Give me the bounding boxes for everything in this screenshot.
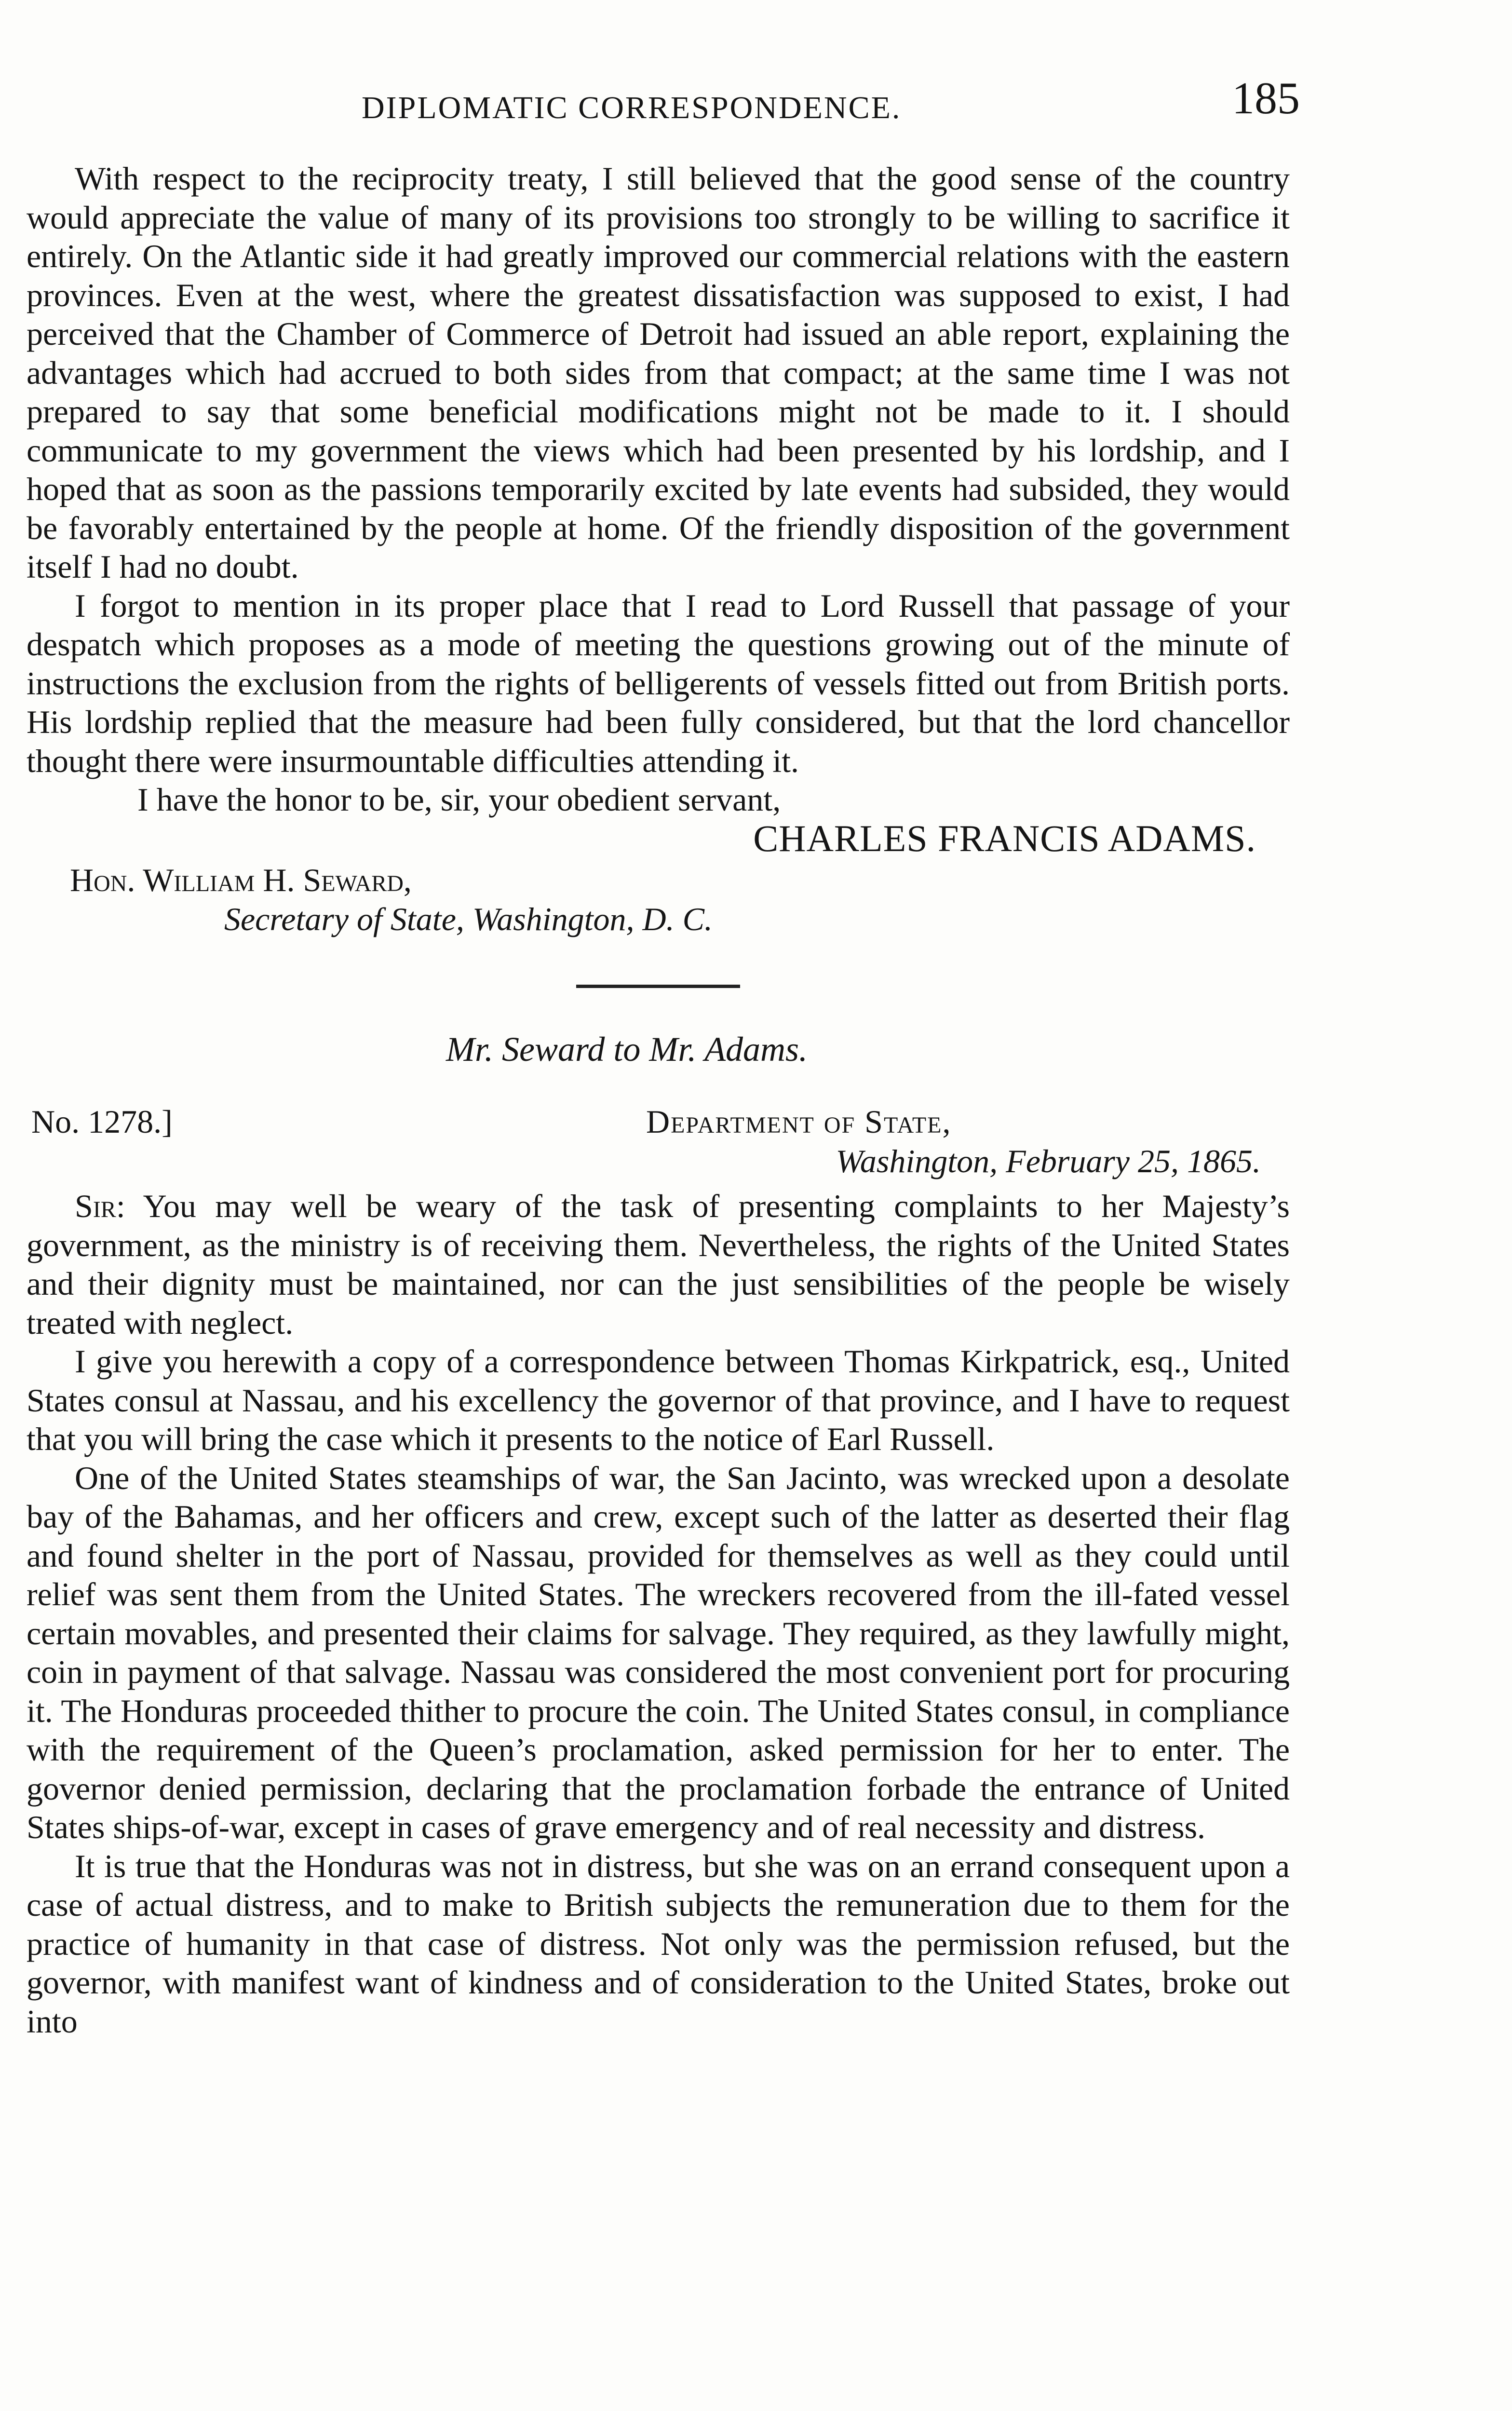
addressee-name-text: Hon. William H. Seward, [70,862,412,898]
running-head: DIPLOMATIC CORRESPONDENCE. [362,90,902,125]
section-divider [27,938,1290,1030]
paragraph-complaints: You may well be weary of the task of presenting complaints to her Majesty’s government, as the ministry is of receiving them. Nevertheless, the rights of the United States and their dignity must be maintained, nor can the just sensibilities of the people be wisely treated with neglect. [27,1188,1290,1341]
letter-number: No. 1278.] [31,1103,173,1140]
addressee-title: Secretary of State, Washington, D. C. [224,900,713,937]
letter-title: Mr. Seward to Mr. Adams. [446,1030,808,1069]
signature: CHARLES FRANCIS ADAMS. [753,817,1256,859]
letter-closing: I have the honor to be, sir, your obedient servant, [137,781,781,818]
page-number: 185 [1232,73,1300,123]
salutation: Sir: [75,1188,125,1224]
letter-dateline [27,1102,1290,1187]
department-heading: Department of State, [646,1103,952,1140]
paragraph-san-jacinto: One of the United States steamships of war, the San Jacinto, was wrecked upon a desolate bay of the Bahamas, and her officers and crew, except such of the latter as deserted their flag and found shelter in the port of Nassau, provided for themselves as well as they could until relief was sent them from the United States. The wreckers recovered from the ill-fated vessel certain movables, and presented their claims for salvage. They required, as they lawfully might, coin in payment of that salvage. Nassau was considered the most convenient port for procuring it. The Honduras proceeded thither to procure the coin. The United States consul, in compliance with the requirement of the Queen’s proclamation, asked permission for her to enter. The governor denied permission, declaring that the proclamation forbade the entrance of United States ships-of-war, except in cases of grave emergency and of real necessity and distress. [27,1459,1290,1845]
page-body [27,159,1290,2041]
addressee-name [70,861,1290,900]
divider-rule [576,985,740,988]
paragraph-honduras: It is true that the Honduras was not in distress, but she was on an errand consequent upon a case of actual distress, and to make to British subjects the remuneration due to them for the practice of humanity in that case of distress. Not only was the permission refused, but the governor, with manifest want of kindness and of consideration to the United States, broke out into [27,1847,1290,2040]
paragraph-lord-russell: I forgot to mention in its proper place that I read to Lord Russell that passage of your despatch which proposes as a mode of meeting the questions growing out of the minute of instructions the exclusion from the rights of belligerents of vessels fitted out from British ports. His lordship replied that the measure had been fully considered, but that the lord chancellor thought there were insurmountable difficulties attending it. [27,587,1290,779]
paragraph-salutation [27,1187,1290,1342]
page-header [29,72,1300,140]
paragraph-kirkpatrick: I give you herewith a copy of a correspondence between Thomas Kirkpatrick, esq., United States consul at Nassau, and his excellency the governor of that province, and I have to request that you will bring the case which it presents to the notice of Earl Russell. [27,1343,1290,1457]
place-date: Washington, February 25, 1865. [836,1143,1261,1179]
paragraph-reciprocity-treaty: With respect to the reciprocity treaty, I still believed that the good sense of the country would appreciate the value of many of its provisions too strongly to be willing to sacrifice it entirely. On the Atlantic side it had greatly improved our commercial relations with the eastern provinces. Even at the west, where the greatest dissatisfaction was supposed to exist, I had perceived that the Chamber of Commerce of Detroit had issued an able report, explaining the advantages which had accrued to both sides from that compact; at the same time I was not prepared to say that some beneficial modifications might not be made to it. I should communicate to my government the views which had been presented by his lordship, and I hoped that as soon as the passions temporarily excited by late events had subsided, they would be favorably entertained by the people at home. Of the friendly disposition of the government itself I had no doubt. [27,160,1290,585]
